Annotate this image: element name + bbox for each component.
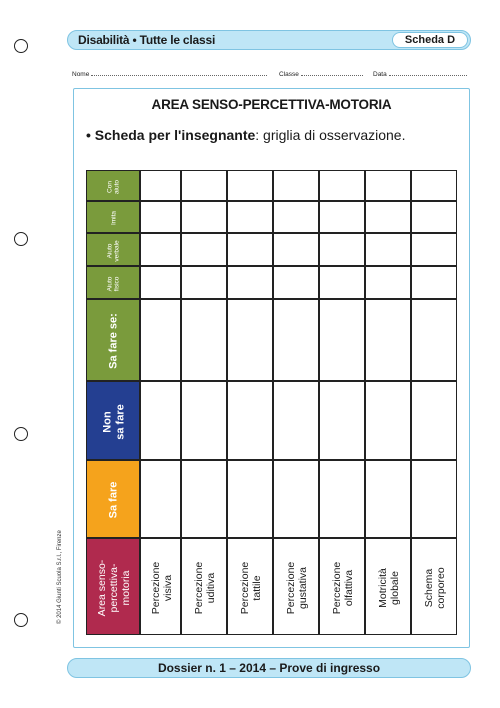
observation-cell[interactable] <box>365 170 411 201</box>
column-header-cell <box>140 538 181 635</box>
observation-cell[interactable] <box>365 460 411 538</box>
observation-cell[interactable] <box>273 460 319 538</box>
observation-cell[interactable] <box>227 266 273 299</box>
observation-cell[interactable] <box>140 381 181 460</box>
date-line <box>389 69 467 76</box>
corner-label: Area senso- percettiva- motoria <box>95 559 133 616</box>
observation-cell[interactable] <box>319 201 365 233</box>
row-label: Aiuto verbale <box>106 239 121 262</box>
observation-cell[interactable] <box>273 233 319 266</box>
observation-cell[interactable] <box>365 266 411 299</box>
observation-cell[interactable] <box>319 170 365 201</box>
binder-hole-2 <box>14 232 28 246</box>
observation-cell[interactable] <box>365 233 411 266</box>
header-bar <box>67 30 471 50</box>
class-field[interactable] <box>279 69 363 78</box>
row-label: Non sa fare <box>101 403 126 440</box>
observation-cell[interactable] <box>411 381 457 460</box>
observation-cell[interactable] <box>140 201 181 233</box>
observation-cell[interactable] <box>181 299 227 381</box>
name-field[interactable] <box>72 69 267 78</box>
observation-cell[interactable] <box>319 381 365 460</box>
column-header: Percezione visiva <box>149 561 174 614</box>
column-header: Percezione gustativa <box>284 561 309 614</box>
row-label: Sa fare se: <box>107 313 120 369</box>
observation-cell[interactable] <box>181 460 227 538</box>
name-line <box>91 69 267 76</box>
observation-cell[interactable] <box>319 233 365 266</box>
page-title: AREA SENSO-PERCETTIVA-MOTORIA <box>151 97 392 112</box>
name-label: Nome <box>72 71 90 78</box>
page-subtitle <box>86 127 405 143</box>
binder-hole-3 <box>14 427 28 441</box>
column-header-cell <box>273 538 319 635</box>
observation-cell[interactable] <box>319 299 365 381</box>
observation-cell[interactable] <box>365 201 411 233</box>
footer-bar <box>67 658 471 678</box>
observation-cell[interactable] <box>319 266 365 299</box>
observation-cell[interactable] <box>411 201 457 233</box>
observation-cell[interactable] <box>273 170 319 201</box>
binder-hole-4 <box>14 613 28 627</box>
row-label-cell <box>86 201 140 233</box>
copyright-notice: © 2014 Giunti Scuola S.r.l., Firenze <box>57 530 63 624</box>
observation-cell[interactable] <box>319 460 365 538</box>
column-header-cell <box>181 538 227 635</box>
observation-cell[interactable] <box>140 299 181 381</box>
row-label-cell <box>86 266 140 299</box>
row-label-cell <box>86 299 140 381</box>
class-label: Classe <box>279 71 299 78</box>
observation-cell[interactable] <box>365 381 411 460</box>
column-header-cell <box>319 538 365 635</box>
observation-cell[interactable] <box>140 460 181 538</box>
column-header: Percezione uditiva <box>192 561 217 614</box>
observation-cell[interactable] <box>181 201 227 233</box>
row-label-cell <box>86 460 140 538</box>
corner-cell <box>86 538 140 635</box>
row-label: Sa fare <box>107 481 120 519</box>
observation-cell[interactable] <box>411 233 457 266</box>
row-label-cell <box>86 233 140 266</box>
row-label-cell <box>86 381 140 460</box>
date-field[interactable] <box>373 69 467 78</box>
column-header: Motricità globale <box>376 567 401 608</box>
header-title: Disabilità • Tutte le classi <box>78 33 216 47</box>
observation-cell[interactable] <box>411 266 457 299</box>
observation-cell[interactable] <box>181 266 227 299</box>
observation-cell[interactable] <box>411 299 457 381</box>
student-fields <box>72 69 472 81</box>
observation-cell[interactable] <box>227 381 273 460</box>
observation-cell[interactable] <box>140 266 181 299</box>
binder-hole-1 <box>14 39 28 53</box>
column-header-cell <box>227 538 273 635</box>
observation-cell[interactable] <box>181 170 227 201</box>
column-header: Percezione olfattiva <box>330 561 355 614</box>
observation-cell[interactable] <box>227 201 273 233</box>
column-header: Schema corporeo <box>422 566 447 609</box>
observation-cell[interactable] <box>227 233 273 266</box>
observation-cell[interactable] <box>411 460 457 538</box>
observation-cell[interactable] <box>273 201 319 233</box>
footer-text: Dossier n. 1 – 2014 – Prove di ingresso <box>157 661 381 675</box>
column-header-cell <box>411 538 457 635</box>
observation-cell[interactable] <box>227 460 273 538</box>
observation-cell[interactable] <box>227 170 273 201</box>
observation-cell[interactable] <box>365 299 411 381</box>
row-label: Aiuto fisico <box>106 276 121 291</box>
row-label: Con aiuto <box>106 179 121 194</box>
observation-cell[interactable] <box>181 381 227 460</box>
observation-cell[interactable] <box>181 233 227 266</box>
row-label: Imita <box>110 210 118 226</box>
observation-cell[interactable] <box>227 299 273 381</box>
column-header-cell <box>365 538 411 635</box>
row-label-cell <box>86 170 140 201</box>
date-label: Data <box>373 71 387 78</box>
worksheet-badge: Scheda D <box>392 32 468 48</box>
subtitle-bold: • Scheda per l'insegnante <box>86 127 256 143</box>
observation-cell[interactable] <box>273 299 319 381</box>
observation-cell[interactable] <box>140 170 181 201</box>
observation-cell[interactable] <box>273 266 319 299</box>
observation-cell[interactable] <box>411 170 457 201</box>
class-line <box>301 69 363 76</box>
subtitle-rest: : griglia di osservazione. <box>255 127 406 143</box>
observation-cell[interactable] <box>273 381 319 460</box>
column-header: Percezione tattile <box>238 561 263 614</box>
observation-cell[interactable] <box>140 233 181 266</box>
